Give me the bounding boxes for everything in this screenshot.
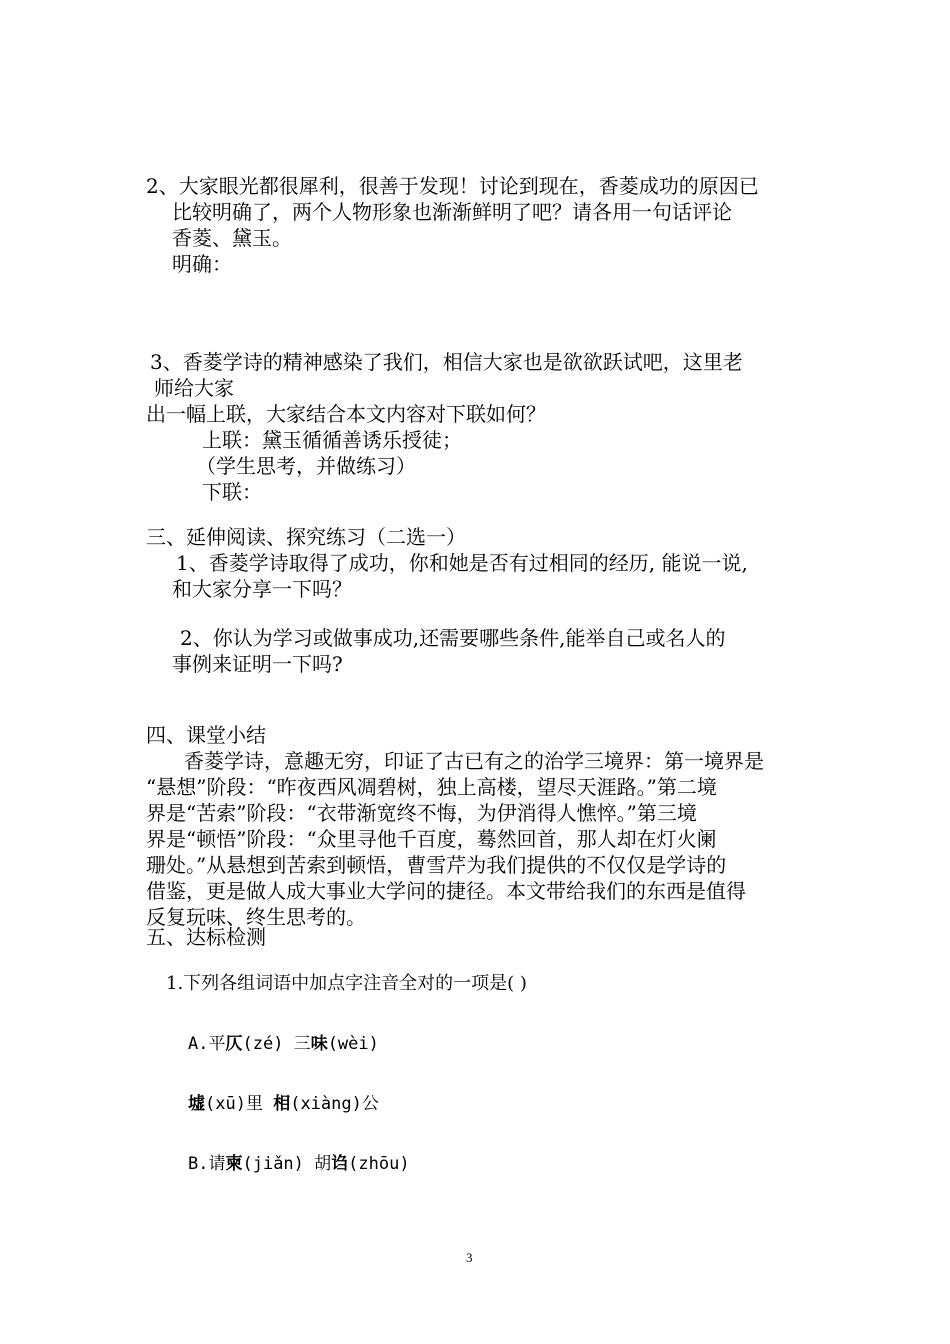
part5-heading: 五、达标检测 bbox=[146, 925, 266, 949]
part4-heading: 四、课堂小结 bbox=[146, 723, 266, 747]
option-a-pinyin-1: (zé) bbox=[242, 1034, 284, 1054]
option-b-pinyin-2: (zhōu) bbox=[348, 1154, 410, 1174]
option-b-mid: 胡 bbox=[303, 1154, 332, 1174]
option-a2-suffix: 公 bbox=[361, 1094, 379, 1114]
part3-item-1-line-1: 1、香菱学诗取得了成功，你和她是否有过相同的经历, 能说一说, bbox=[176, 551, 748, 575]
option-a-word-1: 仄 bbox=[225, 1034, 243, 1054]
page-number: 3 bbox=[466, 1250, 473, 1265]
option-a2-word-2: 相 bbox=[273, 1094, 291, 1114]
q2-line-1: 2、大家眼光都很犀利，很善于发现！讨论到现在，香菱成功的原因已 bbox=[146, 174, 759, 198]
option-a-word-2: 味 bbox=[310, 1034, 328, 1054]
part3-item-2-line-1: 2、你认为学习或做事成功,还需要哪些条件,能举自己或名人的 bbox=[180, 626, 726, 650]
summary-line-2: “悬想”阶段：“昨夜西风凋碧树，独上高楼，望尽天涯路。”第二境 bbox=[146, 775, 717, 799]
option-a2-word-1: 墟 bbox=[188, 1094, 205, 1114]
q2-answer-label: 明确： bbox=[172, 252, 232, 276]
option-b-pinyin-1: (jiǎn) bbox=[242, 1154, 304, 1174]
summary-line-6: 借鉴，更是做人成大事业大学问的捷径。本文带给我们的东西是值得 bbox=[146, 879, 746, 903]
option-b-prefix: B.请 bbox=[188, 1154, 226, 1174]
q3-line-1: 3、香菱学诗的精神感染了我们，相信大家也是欲欲跃试吧，这里老 bbox=[150, 350, 743, 374]
test-question-1: 1.下列各组词语中加点字注音全对的一项是( ) bbox=[166, 973, 527, 994]
summary-line-3: 界是“苦索”阶段：“衣带渐宽终不悔，为伊消得人憔悴。”第三境 bbox=[146, 801, 697, 825]
q2-line-3: 香菱、黛玉。 bbox=[172, 226, 292, 250]
part3-heading: 三、延伸阅读、探究练习（二选一） bbox=[146, 525, 466, 549]
q2-line-2: 比较明确了，两个人物形象也渐渐鲜明了吧？请各用一句话评论 bbox=[172, 200, 732, 224]
option-a2-pinyin-2: (xiàng) bbox=[290, 1094, 362, 1114]
q3-line-3: 出一幅上联，大家结合本文内容对下联如何？ bbox=[146, 402, 546, 426]
q3-line-2: 师给大家 bbox=[154, 376, 234, 400]
option-b-line-1 bbox=[188, 1151, 410, 1177]
part3-item-2-line-2: 事例来证明一下吗? bbox=[172, 652, 343, 676]
option-b-word-2: 诌 bbox=[331, 1154, 349, 1174]
option-a-mid: 三 bbox=[283, 1034, 311, 1054]
lower-couplet-label: 下联： bbox=[202, 480, 262, 504]
summary-line-5: 珊处。”从悬想到苦索到顿悟，曹雪芹为我们提供的不仅仅是学诗的 bbox=[146, 853, 727, 877]
summary-line-7: 反复玩味、终生思考的。 bbox=[146, 905, 366, 929]
option-a-line-2 bbox=[188, 1091, 379, 1117]
option-a-pinyin-2: (wèi) bbox=[327, 1034, 379, 1054]
upper-couplet: 上联：黛玉循循善诱乐授徒； bbox=[202, 428, 462, 452]
option-a2-mid: 里 bbox=[245, 1094, 274, 1114]
option-b-word-1: 柬 bbox=[225, 1154, 243, 1174]
student-note: （学生思考，并做练习） bbox=[196, 454, 416, 478]
option-a-prefix: A.平 bbox=[188, 1034, 226, 1054]
option-a2-pinyin-1: (xū) bbox=[205, 1094, 246, 1114]
summary-line-1: 香菱学诗，意趣无穷，印证了古已有之的治学三境界：第一境界是 bbox=[184, 749, 764, 773]
part3-item-1-line-2: 和大家分享一下吗？ bbox=[172, 577, 352, 601]
summary-line-4: 界是“顿悟”阶段：“众里寻他千百度，蓦然回首，那人却在灯火阑 bbox=[146, 827, 717, 851]
option-a-line-1 bbox=[188, 1031, 379, 1057]
